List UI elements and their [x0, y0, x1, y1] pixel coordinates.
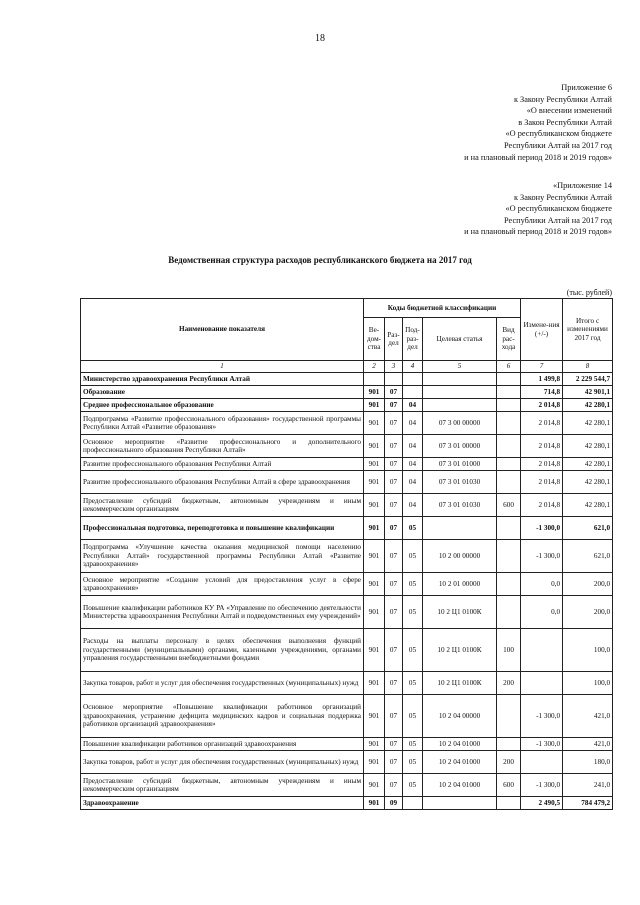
cell-cs: 10 2 04 01000 [423, 751, 497, 774]
cell-change: 0,0 [521, 573, 563, 596]
cell-name: Подпрограмма «Улучшение качества оказания медицинской помощи населению Республики Алтай» государственной программы Республики Алтай «Развитие здравоохранения» [81, 540, 364, 573]
appendix-line: и на плановый период 2018 и 2019 годов» [464, 227, 612, 237]
cell-name: Профессиональная подготовка, переподготовка и повышение квалификации [81, 517, 364, 540]
column-numbers-row [81, 361, 613, 373]
cell-rz: 07 [385, 774, 403, 797]
header-change: Измене-ния (+/-) [521, 299, 563, 361]
cell-name: Повышение квалификации работников организаций здравоохранения [81, 738, 364, 751]
cell-vr [497, 738, 521, 751]
cell-change: 2 014,8 [521, 494, 563, 517]
cell-ved: 901 [364, 386, 385, 399]
cell-vr [497, 517, 521, 540]
cell-ved: 901 [364, 517, 385, 540]
cell-cs: 10 2 Ц1 0100К [423, 629, 497, 672]
cell-total: 100,0 [563, 629, 613, 672]
cell-total: 42 280,1 [563, 435, 613, 458]
cell-vr [497, 797, 521, 810]
cell-name: Развитие профессионального образования Республики Алтай [81, 458, 364, 471]
cell-change: 1 499,8 [521, 373, 563, 386]
header-ved: Ве-дом-ства [364, 318, 385, 361]
cell-pr: 05 [403, 774, 423, 797]
cell-change [521, 751, 563, 774]
cell-rz: 07 [385, 695, 403, 738]
cell-name: Министерство здравоохранения Республики Алтай [81, 373, 364, 386]
appendix-line: Приложение 6 [561, 83, 612, 92]
cell-total: 42 280,1 [563, 399, 613, 412]
cell-rz [385, 373, 403, 386]
table-row [81, 751, 613, 774]
appendix-line: «О республиканском бюджете [505, 129, 612, 139]
cell-pr: 05 [403, 573, 423, 596]
column-number: 4 [403, 361, 423, 373]
cell-total: 421,0 [563, 695, 613, 738]
column-number: 1 [81, 361, 364, 373]
cell-vr [497, 573, 521, 596]
cell-cs: 10 2 01 00000 [423, 573, 497, 596]
cell-name: Подпрограмма «Развитие профессионального образования» государственной программы Республики Алтай «Развитие образования» [81, 412, 364, 435]
table-row [81, 738, 613, 751]
header-target: Целевая статья [423, 318, 497, 361]
cell-total: 42 280,1 [563, 471, 613, 494]
cell-vr [497, 373, 521, 386]
cell-name: Основное мероприятие «Повышение квалификации работников организаций здравоохранения, устранение дефицита медицинских кадров и социальная поддержка работников организаций здравоохранения» [81, 695, 364, 738]
budget-table [80, 298, 613, 810]
cell-rz: 07 [385, 517, 403, 540]
cell-pr: 05 [403, 629, 423, 672]
cell-cs [423, 797, 497, 810]
cell-name: Повышение квалификации работников КУ РА «Управление по обеспечению деятельности Министерства здравоохранения Республики Алтай и подведомственных ему учреждений» [81, 596, 364, 629]
cell-change: -1 300,0 [521, 695, 563, 738]
cell-pr: 05 [403, 517, 423, 540]
appendix-line: Республики Алтай на 2017 год [504, 215, 612, 225]
cell-ved [364, 373, 385, 386]
cell-total: 241,0 [563, 774, 613, 797]
cell-rz: 07 [385, 471, 403, 494]
cell-vr [497, 399, 521, 412]
cell-vr [497, 435, 521, 458]
appendix-line: Республики Алтай на 2017 год [504, 140, 612, 150]
cell-pr: 05 [403, 672, 423, 695]
cell-cs: 10 2 00 00000 [423, 540, 497, 573]
table-body [81, 373, 613, 810]
cell-vr: 600 [497, 494, 521, 517]
table-row [81, 540, 613, 573]
cell-name: Развитие профессионального образования Республики Алтай в сфере здравоохранения [81, 471, 364, 494]
table-row [81, 386, 613, 399]
cell-cs [423, 399, 497, 412]
cell-total: 2 229 544,7 [563, 373, 613, 386]
cell-name: Среднее профессиональное образование [81, 399, 364, 412]
cell-change [521, 672, 563, 695]
cell-vr [497, 386, 521, 399]
header-razdel: Раз-дел [385, 318, 403, 361]
cell-cs [423, 517, 497, 540]
column-number: 2 [364, 361, 385, 373]
cell-ved: 901 [364, 399, 385, 412]
cell-change: -1 300,0 [521, 738, 563, 751]
header-name: Наименование показателя [81, 299, 364, 361]
cell-change: -1 300,0 [521, 517, 563, 540]
cell-ved: 901 [364, 596, 385, 629]
cell-rz: 07 [385, 573, 403, 596]
cell-pr: 04 [403, 412, 423, 435]
cell-change: 2 014,8 [521, 399, 563, 412]
cell-name: Предоставление субсидий бюджетным, автономным учреждениям и иным некоммерческим организациям [81, 494, 364, 517]
cell-change: 2 014,8 [521, 471, 563, 494]
cell-pr: 04 [403, 399, 423, 412]
column-number: 7 [521, 361, 563, 373]
document-title: Ведомственная структура расходов республиканского бюджета на 2017 год [168, 255, 472, 265]
cell-name: Основное мероприятие «Создание условий для предоставления услуг в сфере здравоохранения» [81, 573, 364, 596]
cell-vr: 200 [497, 672, 521, 695]
table-row [81, 672, 613, 695]
cell-vr: 600 [497, 774, 521, 797]
cell-cs: 10 2 04 00000 [423, 695, 497, 738]
cell-cs [423, 373, 497, 386]
cell-rz: 07 [385, 458, 403, 471]
header-total: Итого с изменениями 2017 год [563, 299, 613, 361]
cell-ved: 901 [364, 774, 385, 797]
table-row [81, 695, 613, 738]
cell-total: 180,0 [563, 751, 613, 774]
cell-pr: 05 [403, 695, 423, 738]
appendix-line: к Закону Республики Алтай [513, 94, 612, 104]
cell-pr: 04 [403, 435, 423, 458]
table-row [81, 458, 613, 471]
cell-rz: 07 [385, 596, 403, 629]
cell-ved: 901 [364, 412, 385, 435]
cell-change: -1 300,0 [521, 774, 563, 797]
appendix-line: к Закону Республики Алтай [513, 192, 612, 202]
table-row [81, 517, 613, 540]
cell-total: 200,0 [563, 573, 613, 596]
column-number: 8 [563, 361, 613, 373]
table-row [81, 494, 613, 517]
cell-name: Предоставление субсидий бюджетным, автономным учреждениям и иным некоммерческим организациям [81, 774, 364, 797]
cell-change: 2 014,8 [521, 412, 563, 435]
cell-total: 100,0 [563, 672, 613, 695]
cell-pr [403, 373, 423, 386]
cell-rz: 07 [385, 435, 403, 458]
cell-rz: 07 [385, 672, 403, 695]
cell-total: 42 280,1 [563, 412, 613, 435]
cell-ved: 901 [364, 458, 385, 471]
cell-pr [403, 386, 423, 399]
cell-ved: 901 [364, 540, 385, 573]
column-number: 5 [423, 361, 497, 373]
cell-ved: 901 [364, 797, 385, 810]
cell-name: Расходы на выплаты персоналу в целях обеспечения выполнения функций государственными (муниципальными) органами, казенными учреждениями, органами управления государственными внебюджетными фондами [81, 629, 364, 672]
table-row [81, 774, 613, 797]
cell-change: 2 014,8 [521, 458, 563, 471]
cell-cs: 07 3 00 00000 [423, 412, 497, 435]
header-codes: Коды бюджетной классификации [364, 299, 521, 318]
cell-cs: 10 2 04 01000 [423, 738, 497, 751]
cell-rz: 09 [385, 797, 403, 810]
table-row [81, 412, 613, 435]
cell-name: Образование [81, 386, 364, 399]
cell-total: 42 280,1 [563, 458, 613, 471]
cell-cs: 07 3 01 00000 [423, 435, 497, 458]
cell-name: Закупка товаров, работ и услуг для обеспечения государственных (муниципальных) нужд [81, 672, 364, 695]
cell-vr: 200 [497, 751, 521, 774]
cell-pr: 04 [403, 458, 423, 471]
cell-pr: 04 [403, 471, 423, 494]
cell-rz: 07 [385, 399, 403, 412]
table-row [81, 373, 613, 386]
table-row [81, 596, 613, 629]
cell-ved: 901 [364, 672, 385, 695]
cell-change: 2 014,8 [521, 435, 563, 458]
cell-name: Основное мероприятие «Развитие профессионального и дополнительного профессионального образования Республики Алтай» [81, 435, 364, 458]
cell-rz: 07 [385, 540, 403, 573]
cell-rz: 07 [385, 494, 403, 517]
cell-pr: 04 [403, 494, 423, 517]
cell-vr [497, 412, 521, 435]
cell-total: 200,0 [563, 596, 613, 629]
cell-rz: 07 [385, 629, 403, 672]
units-label: (тыс. рублей) [566, 288, 612, 297]
header-vid: Вид рас-хода [497, 318, 521, 361]
cell-total: 621,0 [563, 517, 613, 540]
cell-ved: 901 [364, 471, 385, 494]
cell-cs [423, 386, 497, 399]
header-podrazdel: Под-раз-дел [403, 318, 423, 361]
cell-ved: 901 [364, 573, 385, 596]
table-row [81, 797, 613, 810]
cell-change [521, 629, 563, 672]
cell-vr [497, 540, 521, 573]
appendix-block-2 [464, 180, 612, 238]
cell-cs: 10 2 Ц1 0100К [423, 596, 497, 629]
cell-total: 784 479,2 [563, 797, 613, 810]
cell-change: 2 490,5 [521, 797, 563, 810]
cell-change: -1 300,0 [521, 540, 563, 573]
cell-change: 0,0 [521, 596, 563, 629]
cell-ved: 901 [364, 751, 385, 774]
cell-rz: 07 [385, 751, 403, 774]
cell-cs: 10 2 Ц1 0100К [423, 672, 497, 695]
cell-pr [403, 797, 423, 810]
cell-pr: 05 [403, 540, 423, 573]
appendix-line: «О республиканском бюджете [505, 204, 612, 214]
page-number: 18 [315, 33, 325, 44]
table-row [81, 471, 613, 494]
cell-total: 42 280,1 [563, 494, 613, 517]
appendix-line: в Закон Республики Алтай [518, 117, 612, 127]
cell-vr [497, 596, 521, 629]
appendix-block-1 [464, 82, 612, 163]
cell-rz: 07 [385, 738, 403, 751]
cell-ved: 901 [364, 695, 385, 738]
cell-pr: 05 [403, 596, 423, 629]
cell-vr [497, 695, 521, 738]
table-row [81, 435, 613, 458]
cell-cs: 10 2 04 01000 [423, 774, 497, 797]
cell-rz: 07 [385, 412, 403, 435]
cell-change: 714,8 [521, 386, 563, 399]
cell-vr [497, 458, 521, 471]
cell-total: 42 901,1 [563, 386, 613, 399]
column-number: 3 [385, 361, 403, 373]
cell-ved: 901 [364, 435, 385, 458]
table-row [81, 573, 613, 596]
appendix-line: «Приложение 14 [552, 181, 612, 190]
cell-name: Здравоохранение [81, 797, 364, 810]
cell-vr: 100 [497, 629, 521, 672]
cell-vr [497, 471, 521, 494]
cell-rz: 07 [385, 386, 403, 399]
cell-ved: 901 [364, 738, 385, 751]
cell-ved: 901 [364, 494, 385, 517]
appendix-line: и на плановый период 2018 и 2019 годов» [464, 152, 612, 162]
cell-cs: 07 3 01 01030 [423, 471, 497, 494]
table-row [81, 399, 613, 412]
cell-cs: 07 3 01 01030 [423, 494, 497, 517]
cell-name: Закупка товаров, работ и услуг для обеспечения государственных (муниципальных) нужд [81, 751, 364, 774]
cell-ved: 901 [364, 629, 385, 672]
cell-cs: 07 3 01 01000 [423, 458, 497, 471]
table-row [81, 629, 613, 672]
cell-total: 421,0 [563, 738, 613, 751]
appendix-line: «О внесении изменений [526, 106, 612, 116]
column-number: 6 [497, 361, 521, 373]
cell-pr: 05 [403, 738, 423, 751]
cell-total: 621,0 [563, 540, 613, 573]
cell-pr: 05 [403, 751, 423, 774]
